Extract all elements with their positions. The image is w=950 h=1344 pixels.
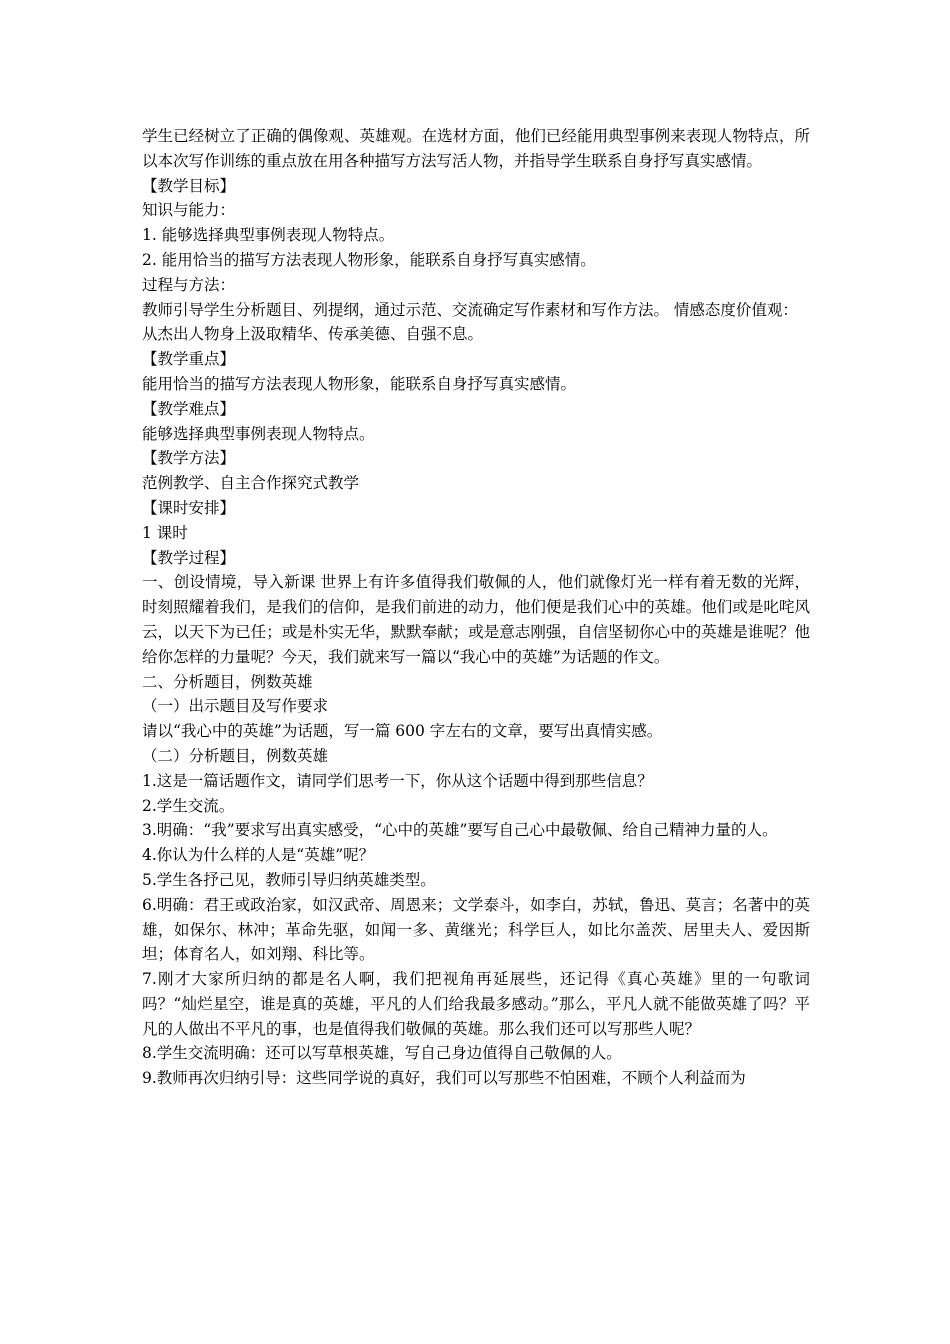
list-item: 5.学生各抒己见，教师引导归纳英雄类型。	[142, 870, 436, 889]
heading-class-hours: 【课时安排】	[142, 498, 236, 517]
list-item: 9.教师再次归纳引导：这些同学说的真好，我们可以写那些不怕困难，不顾个人利益而为	[142, 1069, 746, 1088]
section-heading: 二、分析题目，例数英雄	[142, 672, 313, 691]
list-item: 1.这是一篇话题作文，请同学们思考一下，你从这个话题中得到那些信息？	[142, 771, 653, 790]
paragraph-prompt: 请以“我心中的英雄”为话题，写一篇 600 字左右的文章，要写出真情实感。	[142, 722, 663, 741]
paragraph-values: 从杰出人物身上汲取精华、传承美德、自强不息。	[142, 325, 484, 344]
list-item: 6.明确：君王或政治家，如汉武帝、周恩来；文学泰斗，如李白，苏轼，鲁迅、莫言；名著中的英雄，如保尔、林冲；革命先驱，如闻一多、黄继光；科学巨人，如比尔盖茨、居里夫人、爱因斯坦；体育名人，如刘翔、科比等。	[142, 895, 810, 964]
list-item: 2. 能用恰当的描写方法表现人物形象，能联系自身抒写真实感情。	[142, 250, 596, 269]
list-item: 7.刚才大家所归纳的都是名人啊，我们把视角再延展些，还记得《真心英雄》里的一句歌词吗？“灿烂星空，谁是真的英雄，平凡的人们给我最多感动。”那么，平凡人就不能做英雄了吗？平凡的人做出不平凡的事，也是值得我们敬佩的英雄。那么我们还可以写那些人呢？	[142, 970, 810, 1038]
heading-teaching-focus: 【教学重点】	[142, 350, 236, 369]
subheading-process-method: 过程与方法：	[142, 275, 236, 294]
subsection-heading: （一）出示题目及写作要求	[142, 697, 329, 716]
paragraph-teaching-method: 范例教学、自主合作探究式教学	[142, 474, 360, 493]
heading-teaching-method: 【教学方法】	[142, 449, 236, 468]
paragraph-scenario: 一、创设情境，导入新课 世界上有许多值得我们敬佩的人，他们就像灯光一样有着无数的光辉，时刻照耀着我们，是我们的信仰，是我们前进的动力，他们便是我们心中的英雄。他们或是叱咤风云，以天下为已任；或是朴实无华，默默奉献；或是意志刚强，自信坚韧你心中的英雄是谁呢？他给你怎样的力量呢？今天，我们就来写一篇以“我心中的英雄”为话题的作文。	[142, 573, 810, 666]
document-body	[142, 124, 810, 1091]
list-item: 8.学生交流明确：还可以写草根英雄，写自己身边值得自己敬佩的人。	[142, 1044, 622, 1063]
list-item: 4.你认为什么样的人是“英雄”呢？	[142, 846, 375, 865]
subheading-knowledge-ability: 知识与能力：	[142, 201, 236, 220]
paragraph-intro: 学生已经树立了正确的偶像观、英雄观。在选材方面，他们已经能用典型事例来表现人物特点，所以本次写作训练的重点放在用各种描写方法写活人物，并指导学生联系自身抒写真实感情。	[142, 127, 810, 170]
paragraph-process-method: 教师引导学生分析题目、列提纲，通过示范、交流确定写作素材和写作方法。 情感态度价值观：	[142, 300, 798, 319]
paragraph-teaching-focus: 能用恰当的描写方法表现人物形象，能联系自身抒写真实感情。	[142, 374, 577, 393]
heading-teaching-goals: 【教学目标】	[142, 176, 236, 195]
paragraph-teaching-difficulty: 能够选择典型事例表现人物特点。	[142, 424, 375, 443]
list-item: 1. 能够选择典型事例表现人物特点。	[142, 226, 395, 245]
list-item: 3.明确：“我”要求写出真实感受，“心中的英雄”要写自己心中最敬佩、给自己精神力量的人。	[142, 821, 778, 840]
heading-teaching-difficulty: 【教学难点】	[142, 399, 236, 418]
heading-teaching-process: 【教学过程】	[142, 548, 236, 567]
subsection-heading: （二）分析题目，例数英雄	[142, 746, 329, 765]
paragraph-class-hours: 1 课时	[142, 523, 188, 542]
list-item: 2.学生交流。	[142, 796, 235, 815]
